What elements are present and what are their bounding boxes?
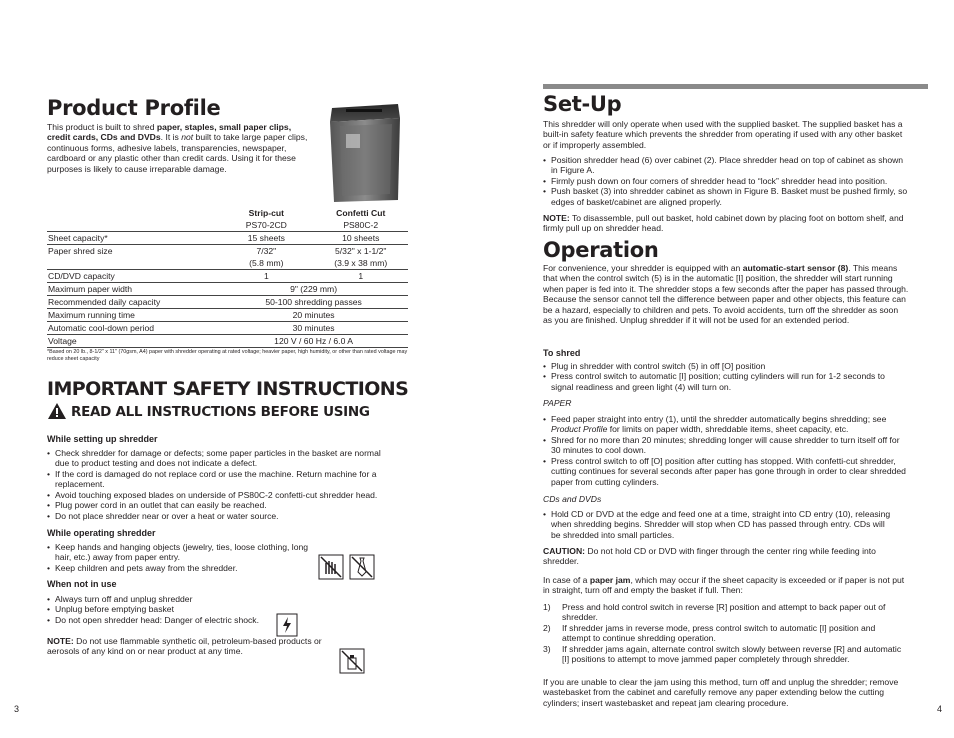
list-item: • Keep children and pets away from the shredder. xyxy=(47,563,309,573)
list-item: • Keep hands and hanging objects (jewelry, ties, loose clothing, long hair, etc.) away from paper entry. xyxy=(47,542,309,563)
spec-table xyxy=(47,207,408,348)
operation-intro: For convenience, your shredder is equipped with an automatic-start sensor (8). This means that when the control switch (5) is in the automatic [I] position, the shredder will start running when paper is fed into it. The shredder stops a few seconds after the paper has passed through. Because the sensor cannot tell the difference between paper and other objects, this feature can be a hazard, especially to children and pets. To avoid accidents, turn off the shredder as soon as you are finished. Unplug shredder if it will not be used for an extended period. xyxy=(543,263,909,326)
list-item: • If the cord is damaged do not replace cord or use the machine. Return machine for a replacement. xyxy=(47,469,397,490)
list-item: • Check shredder for damage or defects; some paper particles in the basket are normal due to product testing and does not indicate a defect. xyxy=(47,448,397,469)
table-row: Paper shred size 7/32" 5/32" x 1-1/2" xyxy=(48,245,387,256)
list-item: • Hold CD or DVD at the edge and feed one at a time, straight into CD entry (10), releasing when shredding begins. Shredder will stop when CD has passed through entry. CDs will be shredded into small particles. xyxy=(543,509,893,540)
list-item: 3) If shredder jams again, alternate control switch slowly between reverse [R] and automatic [I] positions to attempt to move jammed paper completely through shredder. xyxy=(543,643,902,665)
list-item: • Always turn off and unplug shredder xyxy=(47,594,277,604)
operating-heading: While operating shredder xyxy=(47,528,156,538)
paper-jam-intro: In case of a paper jam, which may occur if the sheet capacity is exceeded or if paper is not put in straight, turn off and empty the basket if full. Then: xyxy=(543,575,905,596)
setup-note: NOTE: To disassemble, pull out basket, hold cabinet down by placing foot on bottom shelf, and firmly pull up on shredder head. xyxy=(543,213,904,234)
col2-name: Confetti Cut xyxy=(336,207,386,218)
table-row: Automatic cool-down period 30 minutes xyxy=(47,322,408,335)
cd-heading: CDs and DVDs xyxy=(543,494,602,504)
no-hands-icon xyxy=(318,554,344,580)
col2-model: PS80C-2 xyxy=(314,219,409,232)
operating-list xyxy=(47,542,309,573)
product-profile-title: Product Profile xyxy=(47,96,221,120)
table-row: (5.8 mm) (3.9 x 38 mm) xyxy=(47,257,408,270)
safety-note: NOTE: Do not use flammable synthetic oil, petroleum-based products or aerosols of any kind on or near product at any time. xyxy=(47,636,322,657)
operation-title: Operation xyxy=(543,238,659,262)
page-number-right: 4 xyxy=(937,704,943,714)
list-item: • Do not open shredder head: Danger of electric shock. xyxy=(47,615,277,625)
list-item: • Plug in shredder with control switch (5) in off [O] position xyxy=(543,361,909,371)
to-shred-heading: To shred xyxy=(543,348,581,358)
not-in-use-list xyxy=(47,594,277,625)
list-item: • Press control switch to automatic [I] position; cutting cylinders will run for 1-2 seconds to signal readiness and green light (4) will turn on. xyxy=(543,371,909,392)
table-row: Maximum running time 20 minutes xyxy=(47,309,408,322)
cd-list xyxy=(543,509,893,540)
setting-up-heading: While setting up shredder xyxy=(47,434,158,444)
list-item: • Do not place shredder near or over a heat or water source. xyxy=(47,511,397,521)
header-bar xyxy=(543,84,928,89)
warning-icon xyxy=(47,402,67,420)
not-in-use-heading: When not in use xyxy=(47,579,117,589)
to-shred-list xyxy=(543,361,909,392)
safety-subtitle: READ ALL INSTRUCTIONS BEFORE USING xyxy=(71,404,370,420)
list-item: • Firmly push down on four corners of shredder head to “lock” shredder head into position. xyxy=(543,176,909,186)
list-item: • Feed paper straight into entry (1), until the shredder automatically begins shredding; see Product Profile for limits on paper width, shreddable items, sheet capacity, etc. xyxy=(543,414,909,435)
jam-steps xyxy=(543,602,905,665)
list-item: 1) Press and hold control switch in reverse [R] position and attempt to back paper out of shredder. xyxy=(543,602,886,623)
jam-final: If you are unable to clear the jam using this method, turn off and unplug the shredder; remove wastebasket from the cabinet and carefully remove any paper extending below the cutting cylinders; insert wastebasket and repeat jam clearing procedure. xyxy=(543,677,899,708)
list-item: • Press control switch to off [O] position after cutting has stopped. With confetti-cut shredder, cutting continues for several seconds after paper has gone through in order to clear shredded paper from cutting cylinders. xyxy=(543,456,909,487)
col1-model: PS70-2CD xyxy=(219,219,313,232)
page-number-left: 3 xyxy=(14,704,20,714)
paper-list xyxy=(543,414,909,487)
list-item: • Unplug before emptying basket xyxy=(47,604,277,614)
product-intro: This product is built to shred paper, staples, small paper clips, credit cards, CDs and DVDs. It is not built to take large paper clips, continuous forms, adhesive labels, transparencies, newspaper, cardboard or any plastic other than credit cards. Using it for these purposes is likely to cause irreparable damage. xyxy=(47,122,308,174)
paper-heading: PAPER xyxy=(543,398,572,408)
no-tie-icon xyxy=(349,554,375,580)
table-row: CD/DVD capacity 1 1 xyxy=(47,270,408,283)
list-item: 2) If shredder jams in reverse mode, press control switch to automatic [I] position and attempt to continue shredding operation. xyxy=(543,622,876,644)
safety-title: IMPORTANT SAFETY INSTRUCTIONS xyxy=(47,378,409,400)
setup-intro: This shredder will only operate when used with the supplied basket. The supplied basket has a built-in safety feature which prevents the shredder from operating if used with any other basket or if improperly assembled. xyxy=(543,119,903,150)
table-row: Maximum paper width 9" (229 mm) xyxy=(47,283,408,296)
list-item: • Push basket (3) into shredder cabinet as shown in Figure B. Basket must be pushed firmly, so edges of basket/cabinet are aligned properly. xyxy=(543,186,909,207)
spec-footnote: *Based on 20 lb., 8-1/2" x 11" (70gsm, A4) paper with shredder operating at rated voltage; heavier paper, high humidity, or other than rated voltage may reduce sheet capacity xyxy=(47,349,408,363)
table-row: Recommended daily capacity 50-100 shredding passes xyxy=(47,296,408,309)
shredder-product-image xyxy=(324,96,406,204)
list-item: • Avoid touching exposed blades on underside of PS80C-2 confetti-cut shredder head. xyxy=(47,490,397,500)
setup-title: Set-Up xyxy=(543,92,622,116)
caution-note: CAUTION: Do not hold CD or DVD with finger through the center ring while feeding into shredder. xyxy=(543,546,876,567)
table-row: Sheet capacity* 15 sheets 10 sheets xyxy=(47,232,408,245)
col1-name: Strip-cut xyxy=(248,207,284,218)
electric-shock-icon xyxy=(276,613,298,637)
list-item: • Shred for no more than 20 minutes; shredding longer will cause shredder to turn itself off for 30 minutes to cool down. xyxy=(543,435,909,456)
list-item: • Position shredder head (6) over cabinet (2). Place shredder head on top of cabinet as shown in Figure A. xyxy=(543,155,909,176)
list-item: • Plug power cord in an outlet that can easily be reached. xyxy=(47,500,397,510)
setting-up-list xyxy=(47,448,397,521)
setup-list xyxy=(543,155,909,207)
no-aerosol-icon xyxy=(339,648,365,674)
table-row: Voltage 120 V / 60 Hz / 6.0 A xyxy=(47,335,408,348)
